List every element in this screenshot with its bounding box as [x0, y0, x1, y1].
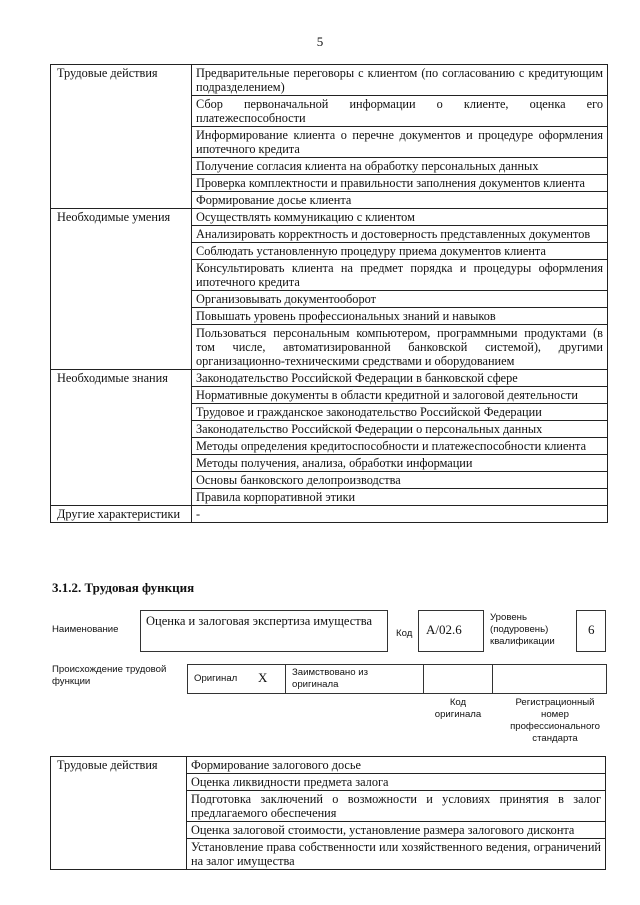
table-cell: Соблюдать установленную процедуру приема документов клиента	[192, 243, 608, 260]
borrowed-label-line2: оригинала	[292, 679, 339, 690]
origin-divider-2	[423, 664, 424, 693]
level-label-line2: (подуровень)	[490, 624, 549, 635]
origin-label	[52, 664, 166, 688]
code-label: Код	[396, 628, 413, 639]
borrowed-label-line1: Заимствовано из	[292, 667, 368, 678]
table-cell: Повышать уровень профессиональных знаний и навыков	[192, 308, 608, 325]
table-cell: Формирование досье клиента	[192, 192, 608, 209]
table-cell: Предварительные переговоры с клиентом (по согласованию с кредитующим подразделением)	[192, 65, 608, 96]
reg-caption-line1: Регистрационный	[515, 697, 595, 708]
table-cell: Сбор первоначальной информации о клиенте, оценка его платежеспособности	[192, 96, 608, 127]
origin-divider-1	[285, 664, 286, 693]
name-box	[140, 610, 388, 652]
code-caption-line2: оригинала	[434, 709, 482, 720]
page-number: 5	[316, 34, 324, 49]
section-title: 3.1.2. Трудовая функция	[52, 580, 195, 595]
table-cell: Законодательство Российской Федерации о персональных данных	[192, 421, 608, 438]
level-value: 6	[588, 622, 595, 637]
borrowed-label	[292, 667, 368, 691]
group-label: Необходимые знания	[51, 370, 192, 506]
table-cell: Основы банковского делопроизводства	[192, 472, 608, 489]
table-row	[51, 65, 608, 96]
table-cell: Формирование залогового досье	[187, 757, 606, 774]
original-label: Оригинал	[194, 673, 238, 684]
group-label: Необходимые умения	[51, 209, 192, 370]
table-cell: Проверка комплектности и правильности заполнения документов клиента	[192, 175, 608, 192]
table-cell: Оценка залоговой стоимости, установление размера залогового дисконта	[187, 822, 606, 839]
reg-caption	[500, 697, 610, 745]
table-cell: Правила корпоративной этики	[192, 489, 608, 506]
code-caption	[420, 697, 496, 721]
reg-caption-line4: стандарта	[532, 733, 578, 744]
code-value: А/02.6	[426, 622, 462, 637]
group-label: Трудовые действия	[51, 65, 192, 209]
group-label: Другие характеристики	[51, 506, 192, 523]
table-cell: Законодательство Российской Федерации в банковской сфере	[192, 370, 608, 387]
name-value: Оценка и залоговая экспертиза имущества	[146, 614, 373, 628]
level-label-line3: квалификации	[490, 636, 555, 647]
level-box	[576, 610, 606, 652]
table-cell: Установление права собственности или хозяйственного ведения, ограничений на залог имущества	[187, 839, 606, 870]
level-label	[490, 612, 555, 648]
table-cell: Организовывать документооборот	[192, 291, 608, 308]
table-cell: Получение согласия клиента на обработку персональных данных	[192, 158, 608, 175]
labor-actions-table-2	[50, 756, 606, 870]
level-label-line1: Уровень	[490, 612, 527, 623]
table-cell: -	[192, 506, 608, 523]
table-row	[51, 209, 608, 226]
table-cell: Информирование клиента о перечне документов и процедуре оформления ипотечного кредита	[192, 127, 608, 158]
table-row	[51, 506, 608, 523]
origin-divider-3	[492, 664, 493, 693]
table-cell: Подготовка заключений о возможности и условиях принятия в залог предлагаемого обеспечения	[187, 791, 606, 822]
labor-function-table	[50, 64, 608, 523]
table-row	[51, 757, 606, 774]
original-mark: X	[258, 670, 268, 685]
table-row	[51, 370, 608, 387]
table-cell: Консультировать клиента на предмет порядка и процедуры оформления ипотечного кредита	[192, 260, 608, 291]
reg-caption-line3: профессионального	[510, 721, 600, 732]
origin-box	[187, 664, 607, 694]
reg-caption-line2: номер	[541, 709, 569, 720]
table-cell: Трудовое и гражданское законодательство Российской Федерации	[192, 404, 608, 421]
origin-label-line1: Происхождение трудовой	[52, 664, 167, 675]
table-cell: Нормативные документы в области кредитной и залоговой деятельности	[192, 387, 608, 404]
table-cell: Оценка ликвидности предмета залога	[187, 774, 606, 791]
name-label: Наименование	[52, 624, 119, 635]
table-cell: Методы получения, анализа, обработки информации	[192, 455, 608, 472]
table-cell: Пользоваться персональным компьютером, программными продуктами (в том числе, автоматизированной банковской системой), другими организационно-техническими средствами и оборудованием	[192, 325, 608, 370]
code-caption-line1: Код	[449, 697, 467, 708]
origin-label-line2: функции	[52, 676, 91, 687]
code-box	[418, 610, 484, 652]
table-cell: Осуществлять коммуникацию с клиентом	[192, 209, 608, 226]
table-cell: Анализировать корректность и достоверность представленных документов	[192, 226, 608, 243]
group-label: Трудовые действия	[51, 757, 187, 870]
table-cell: Методы определения кредитоспособности и платежеспособности клиента	[192, 438, 608, 455]
